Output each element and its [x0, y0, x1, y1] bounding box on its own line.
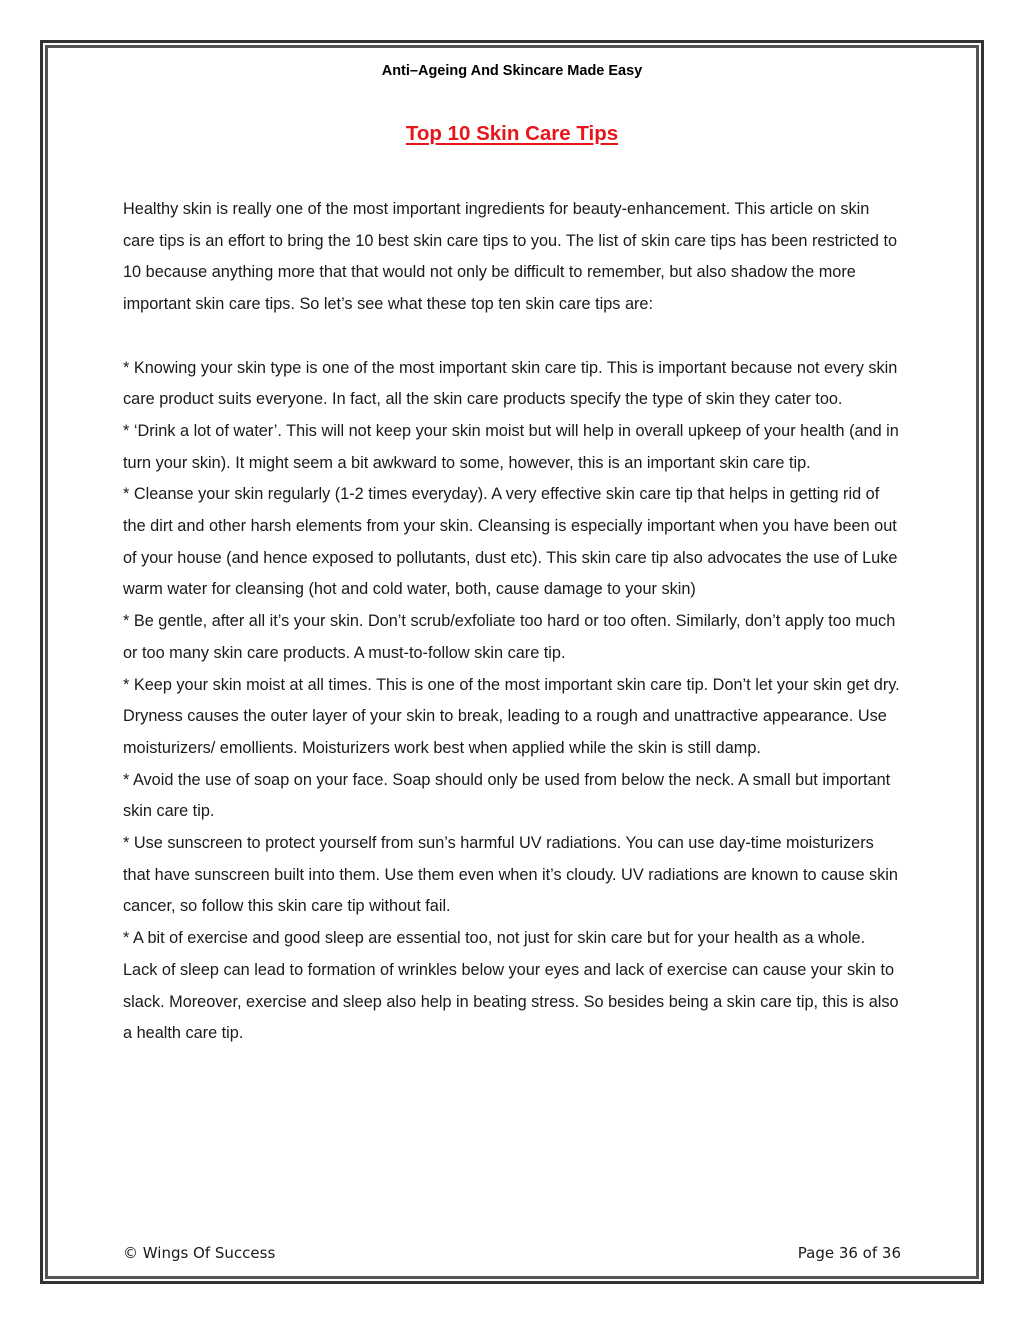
intro-paragraph: Healthy skin is really one of the most important ingredients for beauty-enhancement. This article on skin care tips is an effort to bring the 10 best skin care tips to you. The list of skin care tips has been restricted to 10 because anything more that that would not only be difficult to remember, but also shadow the more important skin care tips. So let’s see what these top ten skin care tips are:	[123, 200, 898, 314]
tip-item: * Keep your skin moist at all times. This is one of the most important skin care tip. Don’t let your skin get dry. Dryness causes the outer layer of your skin to break, leading to a rough and unattractive appearance. Use moisturizers/ emollients. Moisturizers work best when applied while the skin is still damp.	[123, 675, 900, 757]
copyright-notice: © Wings Of Success	[123, 1244, 276, 1262]
tip-item: * Cleanse your skin regularly (1-2 times everyday). A very effective skin care tip that helps in getting rid of the dirt and other harsh elements from your skin. Cleansing is especially important when you have been out of your house (and hence exposed to pollutants, dust etc). This skin care tip also advocates the use of Luke warm water for cleansing (hot and cold water, both, cause damage to your skin)	[123, 485, 898, 599]
article-body	[123, 194, 901, 1050]
page-number: Page 36 of 36	[797, 1244, 901, 1262]
tip-item: * A bit of exercise and good sleep are essential too, not just for skin care but for your health as a whole. Lack of sleep can lead to formation of wrinkles below your eyes and lack of exercise can cause your skin to slack. Moreover, exercise and sleep also help in beating stress. So besides being a skin care tip, this is also a health care tip.	[123, 929, 899, 1043]
page-frame	[40, 40, 984, 1284]
tip-item: * ‘Drink a lot of water’. This will not keep your skin moist but will help in overall upkeep of your health (and in turn your skin). It might seem a bit awkward to some, however, this is an important skin care tip.	[123, 421, 899, 472]
tip-item: * Be gentle, after all it’s your skin. Don’t scrub/exfoliate too hard or too often. Similarly, don’t apply too much or too many skin care products. A must-to-follow skin care tip.	[123, 612, 896, 662]
article-title: Top 10 Skin Care Tips	[405, 122, 619, 145]
tip-item: * Avoid the use of soap on your face. Soap should only be used from below the neck. A small but important skin care tip.	[123, 770, 891, 821]
page-content	[123, 43, 901, 1281]
tip-item: * Knowing your skin type is one of the most important skin care tip. This is important because not every skin care product suits everyone. In fact, all the skin care products specify the type of skin they cater too.	[123, 358, 898, 409]
page-footer	[123, 1244, 901, 1262]
tip-item: * Use sunscreen to protect yourself from sun’s harmful UV radiations. You can use day-time moisturizers that have sunscreen built into them. Use them even when it’s cloudy. UV radiations are known to cause skin cancer, so follow this skin care tip without fail.	[123, 834, 898, 916]
running-header: Anti–Ageing And Skincare Made Easy	[381, 63, 643, 79]
